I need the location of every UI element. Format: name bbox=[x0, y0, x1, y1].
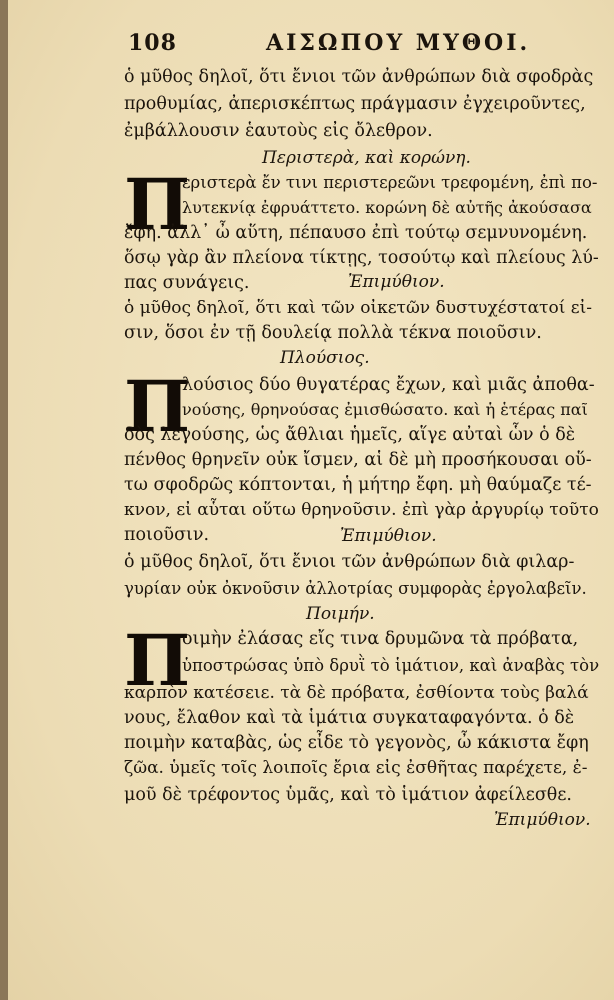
fable-title: Περιστερὰ, καὶ κορώνη. bbox=[262, 148, 471, 168]
page-number: 108 bbox=[128, 30, 177, 56]
text-line: μοῦ δὲ τρέφοντος ὑμᾶς, καὶ τὸ ἱμάτιον ἀφείλεσθε. bbox=[124, 785, 572, 805]
text-line: νούσης, θρηνούσας ἐμισθώσατο. καὶ ἡ ἑτέρας παῖ bbox=[182, 400, 588, 419]
text-line: πας συνάγεις. bbox=[124, 273, 250, 293]
running-title: ΑΙΣΩΠΟΥ ΜΥΘΟΙ. bbox=[266, 30, 531, 56]
text-line: κνον, εἰ αὗται οὕτω θρηνοῦσιν. ἐπὶ γὰρ ἀργυρίῳ τοῦτο bbox=[124, 500, 599, 520]
text-line: πένθος θρηνεῖν οὐκ ἴσμεν, αἱ δὲ μὴ προσήκουσαι οὕ- bbox=[124, 450, 592, 470]
text-line: ὁ μῦθος δηλοῖ, ὅτι καὶ τῶν οἰκετῶν δυστυχέστατοί εἰ- bbox=[124, 298, 592, 318]
moral-label: Ἐπιμύθιον. bbox=[494, 810, 591, 830]
text-line: ὁ μῦθος δηλοῖ, ὅτι ἔνιοι τῶν ἀνθρώπων διὰ φιλαρ- bbox=[124, 552, 575, 572]
text-line: ἔφη. ἀλλ᾽ ὦ αὕτη, πέπαυσο ἐπὶ τούτῳ σεμνυνομένη. bbox=[124, 223, 588, 243]
text-line: προθυμίας, ἀπερισκέπτως πράγμασιν ἐγχειροῦντες, bbox=[124, 94, 586, 114]
text-line: οιμὴν ἐλάσας εἴς τινα δρυμῶνα τὰ πρόβατα, bbox=[182, 629, 579, 649]
drop-cap-initial: Π bbox=[124, 619, 191, 702]
text-line: γυρίαν οὐκ ὀκνοῦσιν ἀλλοτρίας συμφορὰς ἐργολαβεῖν. bbox=[124, 579, 587, 598]
text-line: σιν, ὅσοι ἐν τῇ δουλείᾳ πολλὰ τέκνα ποιοῦσιν. bbox=[124, 323, 542, 343]
text-line: εριστερὰ ἔν τινι περιστερεῶνι τρεφομένη, ἐπὶ πο- bbox=[182, 173, 598, 192]
text-line: ὑποστρώσας ὑπὸ δρυῒ τὸ ἱμάτιον, καὶ ἀναβὰς τὸν bbox=[182, 656, 600, 675]
text-line: ἐμβάλλουσιν ἑαυτοὺς εἰς ὄλεθρον. bbox=[124, 121, 433, 141]
text-line: ὅσῳ γὰρ ἂν πλείονα τίκτῃς, τοσούτῳ καὶ πλείους λύ- bbox=[124, 248, 599, 268]
page-binding-edge bbox=[0, 0, 8, 1000]
moral-label: Ἐπιμύθιον. bbox=[340, 526, 437, 546]
moral-label: Ἐπιμύθιον. bbox=[348, 272, 445, 292]
text-line: λούσιος δύο θυγατέρας ἔχων, καὶ μιᾶς ἀποθα- bbox=[182, 375, 595, 395]
text-line: ποιοῦσιν. bbox=[124, 525, 210, 545]
text-line: τω σφοδρῶς κόπτονται, ἡ μήτηρ ἔφη. μὴ θαύμαζε τέ- bbox=[124, 475, 592, 495]
fable-title: Ποιμήν. bbox=[306, 604, 375, 624]
drop-cap-initial: Π bbox=[124, 163, 191, 246]
text-line: ὁ μῦθος δηλοῖ, ὅτι ἔνιοι τῶν ἀνθρώπων διὰ σφοδρὰς bbox=[124, 67, 594, 87]
drop-cap-initial: Π bbox=[124, 365, 191, 448]
text-line: ζῶα. ὑμεῖς τοῖς λοιποῖς ἔρια εἰς ἐσθῆτας παρέχετε, ἐ- bbox=[124, 758, 588, 778]
fable-title: Πλούσιος. bbox=[280, 348, 370, 368]
text-line: ποιμὴν καταβὰς, ὡς εἶδε τὸ γεγονὸς, ὦ κάκιστα ἔφη bbox=[124, 733, 589, 753]
text-line: λυτεκνίᾳ ἐφρυάττετο. κορώνη δὲ αὐτῆς ἀκούσασα bbox=[182, 198, 592, 217]
text-line: δὸς λεγούσης, ὡς ἄθλιαι ἡμεῖς, αἵγε αὐταὶ ὧν ὁ δὲ bbox=[124, 425, 576, 445]
text-line: νους, ἔλαθον καὶ τὰ ἱμάτια συγκαταφαγόντα. ὁ δὲ bbox=[124, 708, 575, 728]
text-line: καρπὸν κατέσειε. τὰ δὲ πρόβατα, ἐσθίοντα τοὺς βαλά bbox=[124, 683, 589, 703]
